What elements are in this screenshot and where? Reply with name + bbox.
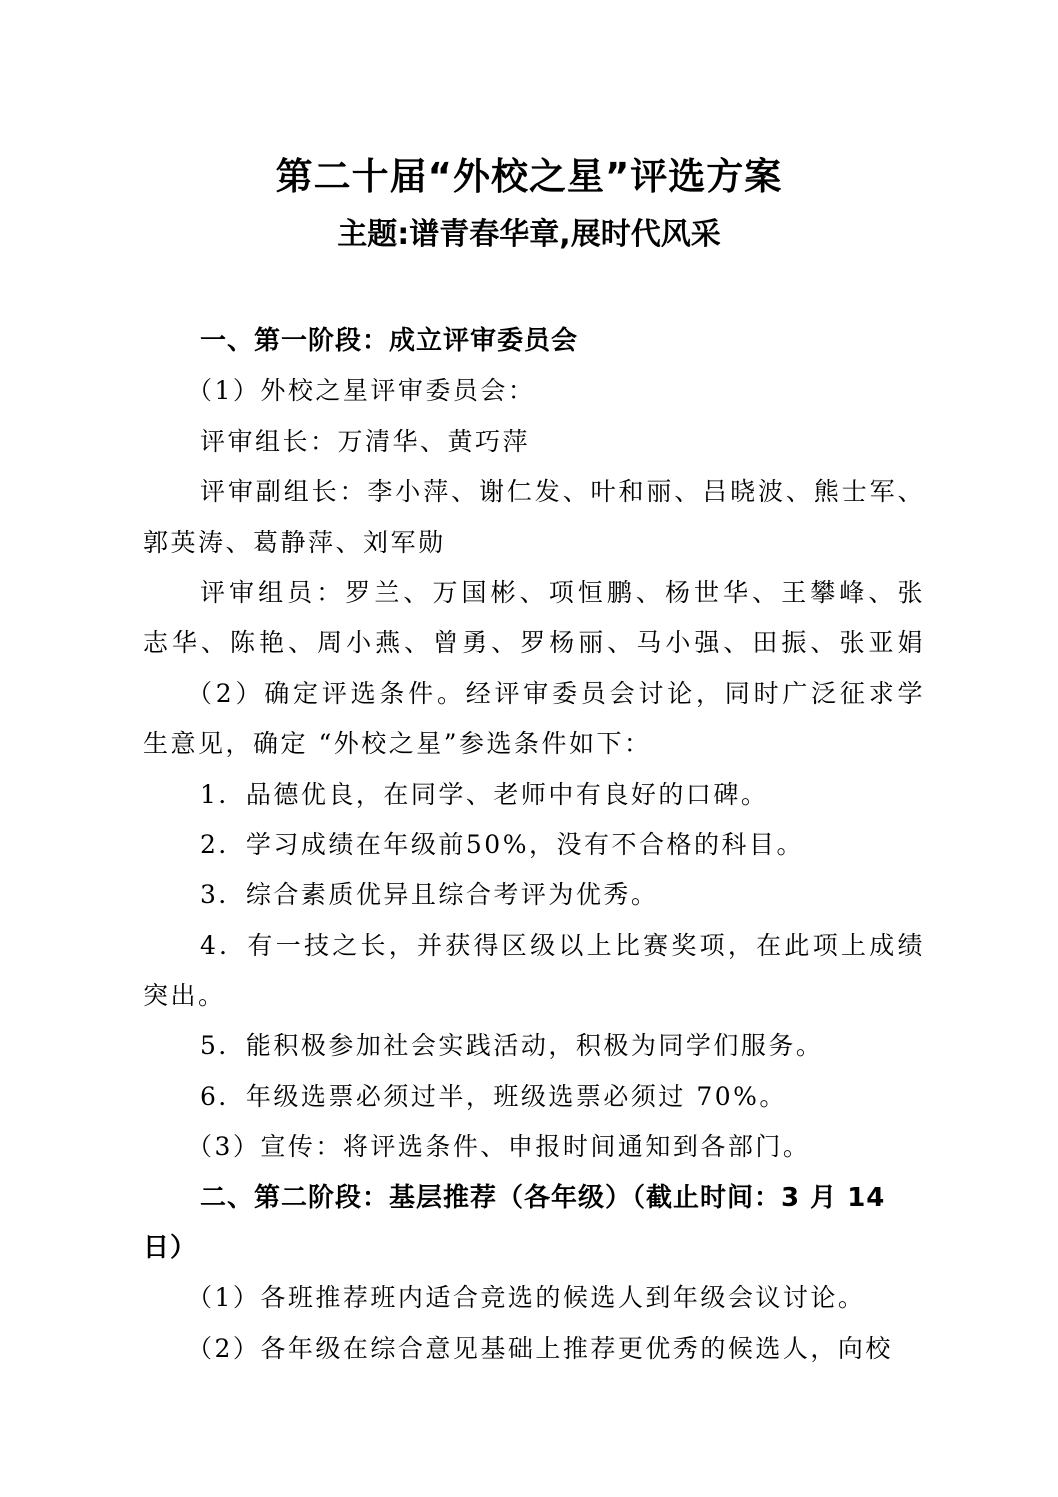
list-item: 1．品德优良，在同学、老师中有良好的口碑。	[200, 779, 769, 809]
paragraph-line: （3）宣传：将评选条件、申报时间通知到各部门。	[187, 1132, 811, 1162]
list-item: 2．学习成绩在年级前50%，没有不合格的科目。	[200, 829, 804, 859]
list-item: 6．年级选票必须过半，班级选票必须过 70%。	[200, 1081, 787, 1111]
paragraph-line: 评审组长：万清华、黄巧萍	[200, 426, 531, 456]
section-heading-2: 二、第二阶段：基层推荐（各年级）（截止时间：3 月 14	[200, 1182, 886, 1213]
list-item: 5．能积极参加社会实践活动，积极为同学们服务。	[200, 1031, 824, 1061]
paragraph-line: （1）外校之星评审委员会：	[187, 376, 536, 406]
paragraph-line: 郭英涛、葛静萍、刘军勋	[143, 527, 446, 557]
document-title: 第二十届“外校之星”评选方案	[275, 155, 783, 198]
document-subtitle: 主题:谱青春华章,展时代风采	[337, 217, 721, 252]
list-item: 4．有一技之长，并获得区级以上比赛奖项，在此项上成绩	[200, 930, 925, 960]
paragraph-line: （2）确定评选条件。经评审委员会讨论，同时广泛征求学	[187, 678, 925, 708]
paragraph-line: （2）各年级在综合意见基础上推荐更优秀的候选人，向校	[187, 1333, 893, 1363]
section-heading-1: 一、第一阶段：成立评审委员会	[200, 326, 579, 356]
paragraph-line: 评审组员：罗兰、万国彬、项恒鹏、杨世华、王攀峰、张	[200, 577, 925, 607]
section-heading-2-cont: 日）	[143, 1233, 198, 1264]
document-body	[143, 316, 925, 1374]
paragraph-line: 评审副组长：李小萍、谢仁发、叶和丽、吕晓波、熊士军、	[200, 477, 925, 507]
list-item: 3．综合素质优异且综合考评为优秀。	[200, 880, 659, 910]
paragraph-line: （1）各班推荐班内适合竞选的候选人到年级会议讨论。	[187, 1283, 866, 1313]
paragraph-line: 突出。	[143, 981, 226, 1011]
paragraph-line: 志华、陈艳、周小燕、曾勇、罗杨丽、马小强、田振、张亚娟	[143, 628, 925, 658]
paragraph-line: 生意见，确定 “外校之星”参选条件如下：	[143, 729, 652, 759]
